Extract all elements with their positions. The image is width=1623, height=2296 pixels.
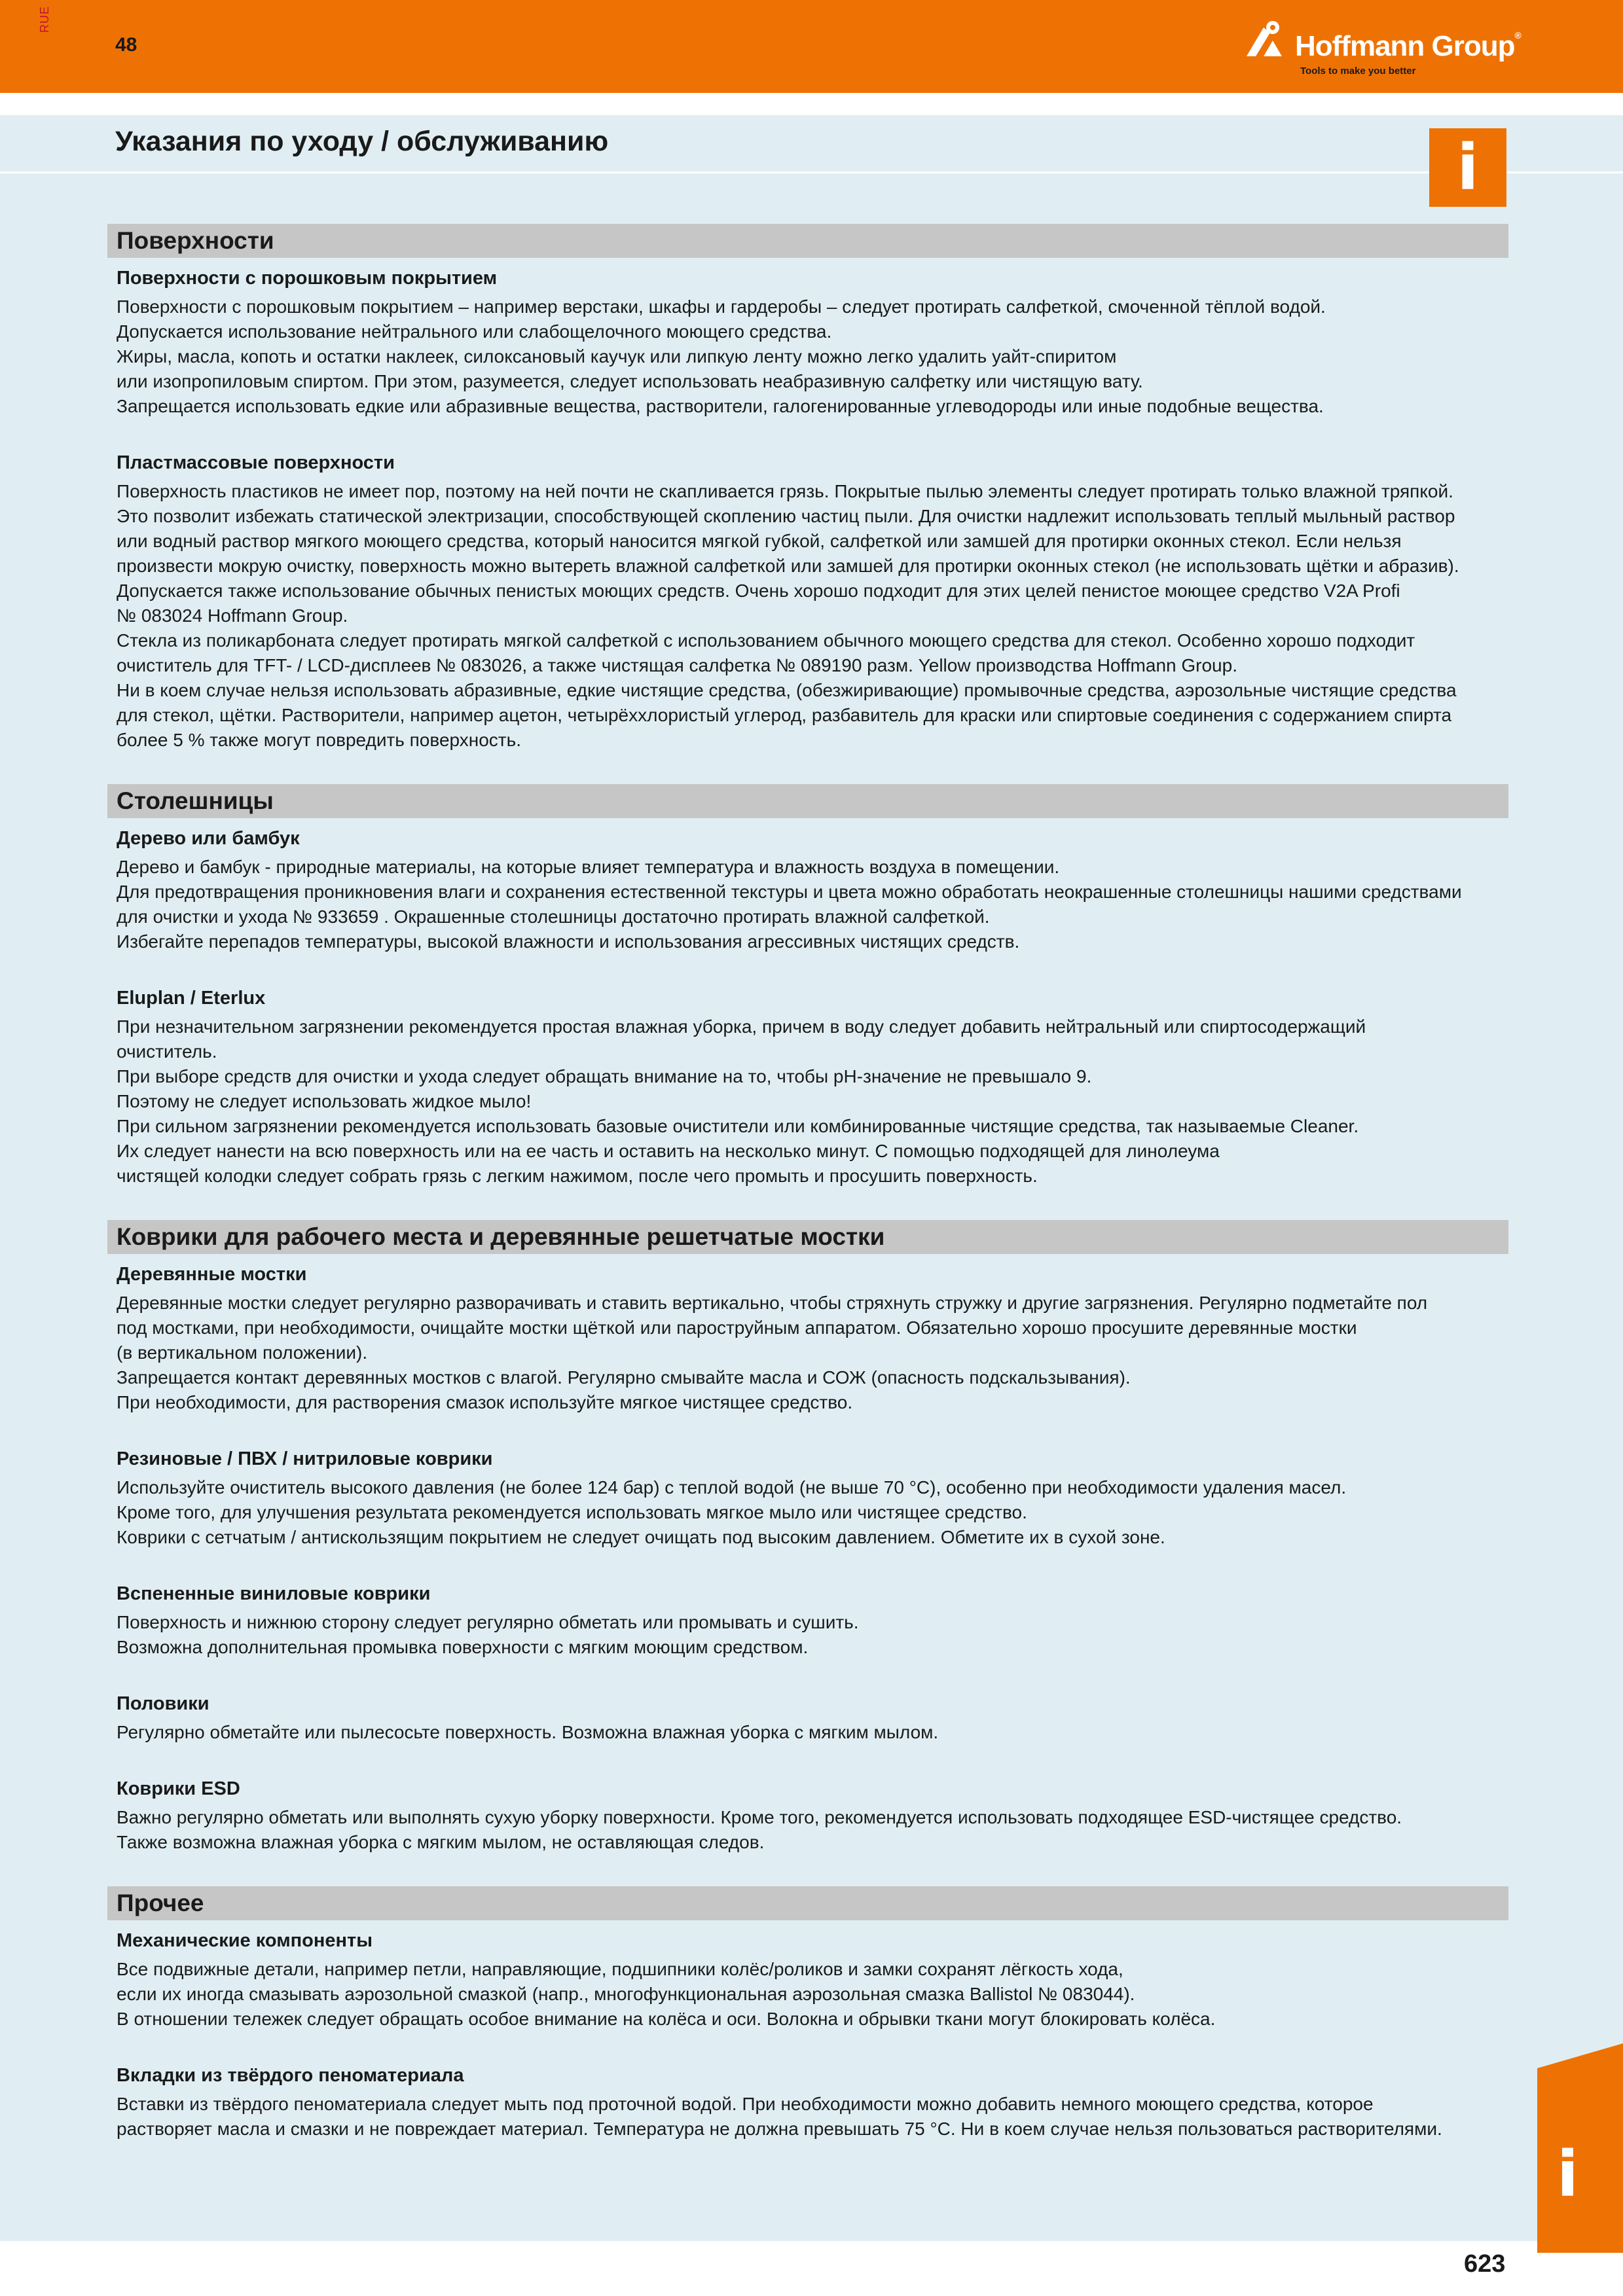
section-header: Прочее: [107, 1886, 1508, 1920]
paragraph: Дерево и бамбук - природные материалы, на которые влияет температура и влажность воздуха в помещении. Для предотвращения проникновения влаги и сохранения естественной текстуры и цвета можно обработать неокрашенные столешницы нашими средствами для очистки и ухода № 933659 . Окрашенные столешницы достаточно протирать влажной салфеткой. Избегайте перепадов температуры, высокой влажности и использования агрессивных чистящих средств.: [117, 857, 1462, 952]
logo-text: Hoffmann Group®: [1295, 30, 1521, 62]
section-header: Коврики для рабочего места и деревянные решетчатые мостки: [107, 1220, 1508, 1254]
info-icon: i: [1429, 128, 1506, 207]
paragraph: Поверхности с порошковым покрытием – например верстаки, шкафы и гардеробы – следует протирать салфеткой, смоченной тёплой водой. Допускается использование нейтрального или слабощелочного моющего средства. Жиры, масла, копоть и остатки наклеек, силоксановый каучук или липкую ленту можно легко удалить уайт-спиритом или изопропиловым спиртом. При этом, разумеется, следует использовать неабразивную салфетку или чистящую вату. Запрещается использовать едкие или абразивные вещества, растворители, галогенированные углеводороды или иные подобные вещества.: [117, 296, 1326, 416]
subsection: [107, 1776, 1508, 1855]
subsection-title: Вкладки из твёрдого пеноматериала: [117, 2065, 464, 2086]
subsection-title: Деревянные мостки: [117, 1264, 307, 1285]
subsection: [107, 826, 1508, 954]
subsection: [107, 1581, 1508, 1660]
logo-mark-icon: [1244, 18, 1292, 59]
section: [107, 1220, 1508, 1855]
logo-tagline: Tools to make you better: [1300, 65, 1416, 77]
section: [107, 224, 1508, 753]
hoffmann-logo: [1244, 16, 1519, 81]
paragraph: Поверхность и нижнюю сторону следует регулярно обметать или промывать и сушить. Возможна дополнительная промывка поверхности с мягким моющим средством.: [117, 1612, 859, 1657]
section-header: Столешницы: [107, 784, 1508, 818]
subsection: [107, 266, 1508, 419]
paragraph: Регулярно обметайте или пылесосьте поверхность. Возможна влажная уборка с мягким мылом.: [117, 1722, 939, 1742]
subsection-title: Резиновые / ПВХ / нитриловые коврики: [117, 1448, 493, 1469]
subsection-title: Половики: [117, 1693, 210, 1714]
subsection: [107, 1446, 1508, 1550]
section: [107, 1886, 1508, 2142]
subsection-title: Вспененные виниловые коврики: [117, 1583, 431, 1604]
subsection-title: Дерево или бамбук: [117, 828, 300, 849]
main-content: [107, 224, 1508, 2173]
subsection-title: Механические компоненты: [117, 1930, 373, 1951]
language-code: RUE: [38, 5, 51, 33]
subsection-title: Поверхности с порошковым покрытием: [117, 268, 498, 289]
subsection: [107, 1691, 1508, 1745]
paragraph: Важно регулярно обметать или выполнять сухую уборку поверхности. Кроме того, рекомендуется использовать подходящее ESD-чистящее средство. Также возможна влажная уборка с мягким мылом, не оставляющая следов.: [117, 1807, 1402, 1852]
side-tab-info-icon: i: [1557, 2138, 1578, 2211]
paragraph: Используйте очиститель высокого давления (не более 124 бар) с теплой водой (не выше 70 °C), особенно при необходимости удаления масел. Кроме того, для улучшения результата рекомендуется использовать мягкое мыло или чистящее средство. Коврики с сетчатым / антискользящим покрытием не следует очищать под высоким давлением. Обметите их в сухой зоне.: [117, 1477, 1347, 1547]
paragraph: Все подвижные детали, например петли, направляющие, подшипники колёс/роликов и замки сохранят лёгкость хода, если их иногда смазывать аэрозольной смазкой (напр., многофункциональная аэрозольная смазка Ballistol № 083044). В отношении тележек следует обращать особое внимание на колёса и оси. Волокна и обрывки ткани могут блокировать колёса.: [117, 1959, 1216, 2029]
paragraph: Поверхность пластиков не имеет пор, поэтому на ней почти не скапливается грязь. Покрытые пылью элементы следует протирать только влажной тряпкой. Это позволит избежать статической электризации, способствующей скоплению частиц пыли. Для очистки надлежит использовать теплый мыльный раствор или водный раствор мягкого моющего средства, который наносится мягкой губкой, салфеткой или замшей для протирки оконных стекол. Если нельзя произвести мокрую очистку, поверхность можно вытереть влажной салфеткой или замшей для протирки оконных стекол (не использовать щётки и абразив). Допускается также использование обычных пенистых моющих средств. Очень хорошо подходит для этих целей пенистое моющее средство V2A Profi № 083024 Hoffmann Group. Стекла из поликарбоната следует протирать мягкой салфеткой с использованием обычного моющего средства для стекол. Особенно хорошо подходит очиститель для TFT- / LCD-дисплеев № 083026, а также чистящая салфетка № 089190 разм. Yellow производства Hoffmann Group. Ни в коем случае нельзя использовать абразивные, едкие чистящие средства, (обезжиривающие) промывочные средства, аэрозольные чистящие средства для стекол, щётки. Растворители, например ацетон, четырёххлористый углерод, разбавитель для краски или спиртовые соединения с содержанием спирта более 5 % также могут повредить поверхность.: [117, 481, 1459, 750]
section: [107, 784, 1508, 1189]
subsection: [107, 450, 1508, 753]
paragraph: Деревянные мостки следует регулярно разворачивать и ставить вертикально, чтобы стряхнуть стружку и другие загрязнения. Регулярно подметайте пол под мостками, при необходимости, очищайте мостки щёткой или пароструйным аппаратом. Обязательно хорошо просушите деревянные мостки (в вертикальном положении). Запрещается контакт деревянных мостков с влагой. Регулярно смывайте масла и СОЖ (опасность подскальзывания). При необходимости, для растворения смазок используйте мягкое чистящее средство.: [117, 1293, 1428, 1412]
subsection-title: Коврики ESD: [117, 1778, 240, 1799]
side-tab: [1537, 2043, 1623, 2253]
subsection: [107, 1928, 1508, 2032]
subsection: [107, 986, 1508, 1189]
page-number-bottom: 623: [1464, 2250, 1506, 2278]
subsection: [107, 1262, 1508, 1415]
section-header: Поверхности: [107, 224, 1508, 258]
subsection-title: Пластмассовые поверхности: [117, 452, 395, 473]
subsection: [107, 2063, 1508, 2142]
paragraph: При незначительном загрязнении рекомендуется простая влажная уборка, причем в воду следует добавить нейтральный или спиртосодержащий очиститель. При выборе средств для очистки и ухода следует обращать внимание на то, чтобы pH-значение не превышало 9. Поэтому не следует использовать жидкое мыло! При сильном загрязнении рекомендуется использовать базовые очистители или комбинированные чистящие средства, так называемые Cleaner. Их следует нанести на всю поверхность или на ее часть и оставить на несколько минут. С помощью подходящей для линолеума чистящей колодки следует собрать грязь с легким нажимом, после чего промыть и просушить поверхность.: [117, 1016, 1366, 1186]
paragraph: Вставки из твёрдого пеноматериала следует мыть под проточной водой. При необходимости можно добавить немного моющего средства, которое растворяет масла и смазки и не повреждает материал. Температура не должна превышать 75 °C. Ни в коем случае нельзя пользоваться растворителями.: [117, 2094, 1442, 2139]
page-title: Указания по уходу / обслуживанию: [115, 126, 609, 157]
subsection-title: Eluplan / Eterlux: [117, 988, 266, 1009]
page-number-top: 48: [115, 34, 137, 56]
